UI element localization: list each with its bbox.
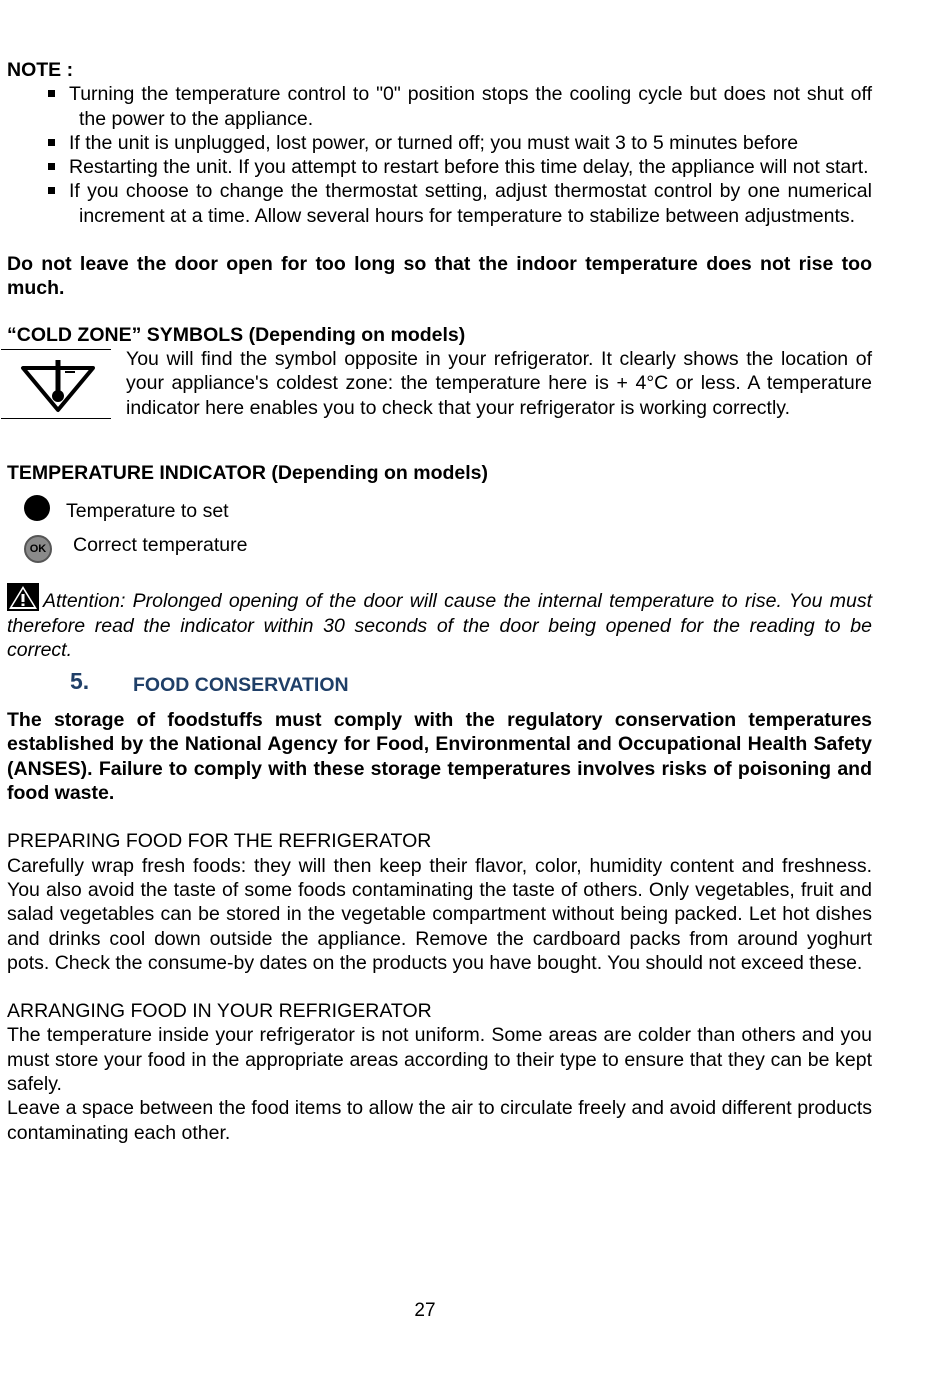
note-bullet: Restarting the unit. If you attempt to restart before this time delay, the appliance will not start. [7, 155, 872, 179]
cold-zone-title: “COLD ZONE” SYMBOLS (Depending on models) [7, 323, 466, 346]
document-page [7, 58, 872, 1145]
storage-warning: The storage of foodstuffs must comply with the regulatory conservation temperatures established by the National Agency for Food, Environmental and Occupational Health Safety (ANSES). Failure to comply with these storage temperatures involves risks of poisoning and food waste. [7, 709, 872, 805]
cold-zone-block [7, 347, 872, 447]
note-title: NOTE : [7, 59, 74, 81]
temperature-indicator-title: TEMPERATURE INDICATOR (Depending on models) [7, 461, 488, 484]
arranging-text: Leave a space between the food items to allow the air to circulate freely and avoid different products contaminating each other. [7, 1097, 872, 1144]
note-bullet-list [7, 82, 872, 228]
bullet-square-icon [48, 90, 55, 97]
ok-circle-icon: OK [24, 535, 52, 563]
note-bullet: Turning the temperature control to "0" position stops the cooling cycle but does not shut off the power to the appliance. [7, 82, 872, 131]
attention-note [7, 583, 872, 662]
preparing-title: PREPARING FOOD FOR THE REFRIGERATOR [7, 830, 432, 853]
indicator-label: Correct temperature [73, 534, 248, 557]
bullet-square-icon [48, 163, 55, 170]
arranging-title: ARRANGING FOOD IN YOUR REFRIGERATOR [7, 1000, 432, 1023]
door-warning: Do not leave the door open for too long so that the indoor temperature does not rise too much. [7, 253, 872, 300]
bullet-square-icon [48, 187, 55, 194]
attention-text: Attention: Prolonged opening of the door will cause the internal temperature to rise. You must therefore read the indicator within 30 seconds of the door being opened for the reading to be correct. [7, 590, 872, 661]
preparing-text: Carefully wrap fresh foods: they will then keep their flavor, color, humidity content and freshness. You also avoid the taste of some foods contaminating the taste of others. Only vegetables, fruit and salad vegetables can be stored in the vegetable compartment without being packed. Let hot dishes and drinks cool down outside the appliance. Remove the cardboard packs from around yoghurt pots. Check the consume-by dates on the products you have bought. You should not exceed these. [7, 854, 872, 974]
arranging-text: The temperature inside your refrigerator is not uniform. Some areas are colder than others and you must store your food in the appropriate areas according to their type to ensure that they can be kept safely. [7, 1024, 872, 1096]
indicator-item [7, 495, 872, 531]
note-bullet: If the unit is unplugged, lost power, or turned off; you must wait 3 to 5 minutes before [7, 131, 872, 155]
cold-zone-description: You will find the symbol opposite in your refrigerator. It clearly shows the location of your appliance's coldest zone: the temperature here is + 4°C or less. A temperature indicator here enables you to check that your refrigerator is working correctly. [126, 347, 872, 419]
bullet-square-icon [48, 139, 55, 146]
section-heading [7, 668, 872, 708]
section-title: FOOD CONSERVATION [133, 674, 349, 697]
cold-zone-thermometer-icon [1, 349, 111, 419]
indicator-label: Temperature to set [66, 500, 229, 523]
note-bullet: If you choose to change the thermostat setting, adjust thermostat control by one numerical increment at a time. Allow several hours for temperature to stabilize between adjustments. [7, 179, 872, 228]
warning-triangle-icon [7, 583, 39, 611]
indicator-item [7, 531, 872, 567]
page-number: 27 [414, 1300, 436, 1321]
black-circle-icon [24, 495, 50, 521]
section-number: 5. [70, 668, 90, 695]
